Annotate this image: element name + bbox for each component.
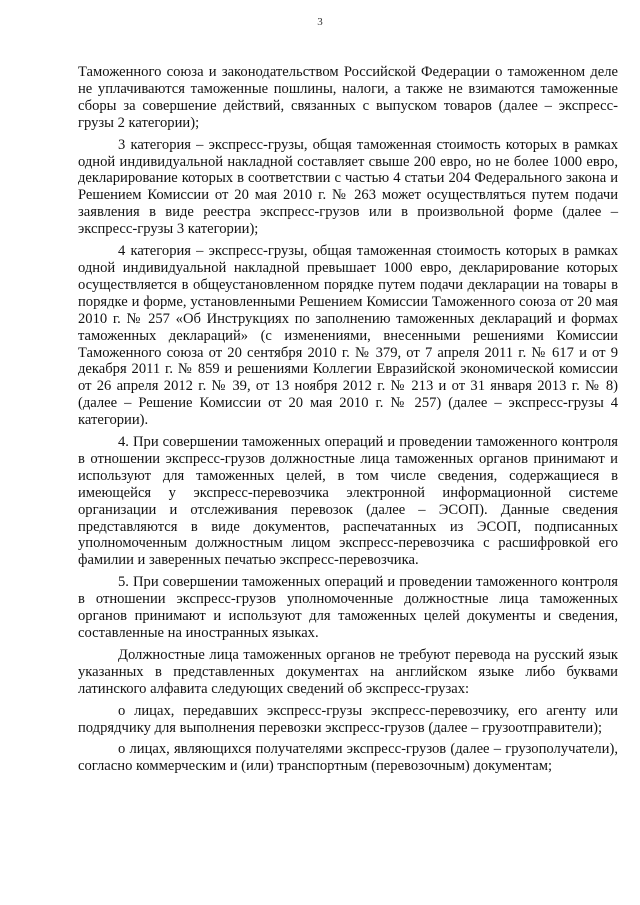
paragraph-consignors: о лицах, передавших экспресс-грузы экспресс-перевозчику, его агенту или подрядчику для выполнения перевозки экспресс-грузов (далее – грузоотправители); [78,702,618,736]
paragraph-no-translation: Должностные лица таможенных органов не требуют перевода на русский язык указанных в представленных документах на английском языке либо буквами латинского алфавита следующих сведений об экспресс-грузах: [78,646,618,697]
paragraph-category-3: 3 категория – экспресс-грузы, общая таможенная стоимость которых в рамках одной индивидуальной накладной составляет свыше 200 евро, но не более 1000 евро, декларирование которых в соответствии с частью 4 статьи 204 Федерального закона и Решением Комиссии от 20 мая 2010 г. № 263 может осуществляться путем подачи заявления в виде реестра экспресс-грузов или в произвольной форме (далее – экспресс-грузы 3 категории); [78,136,618,238]
paragraph-clause-5: 5. При совершении таможенных операций и проведении таможенного контроля в отношении экспресс-грузов уполномоченные должностные лица таможенных органов принимают и используют для таможенных целей документы и сведения, составленные на иностранных языках. [78,574,618,641]
paragraph-continuation: Таможенного союза и законодательством Российской Федерации о таможенном деле не уплачиваются таможенные пошлины, налоги, а также не взимаются таможенные сборы за совершение действий, связанных с выпуском товаров (далее – экспресс-грузы 2 категории); [78,64,618,131]
document-body [78,64,618,775]
paragraph-consignees: о лицах, являющихся получателями экспресс-грузов (далее – грузополучатели), согласно коммерческим и (или) транспортным (перевозочным) документам; [78,741,618,775]
paragraph-category-4: 4 категория – экспресс-грузы, общая таможенная стоимость которых в рамках одной индивидуальной накладной превышает 1000 евро, декларирование которых осуществляется в общеустановленном порядке путем подачи декларации на товары в порядке и форме, установленными Решением Комиссии Таможенного союза от 20 мая 2010 г. № 257 «Об Инструкциях по заполнению таможенных деклараций и формах таможенных деклараций» (с изменениями, внесенными решениями Комиссии Таможенного союза от 20 сентября 2010 г. № 379, от 7 апреля 2011 г. № 617 и от 9 декабря 2011 г. № 859 и решениями Коллегии Евразийской экономической комиссии от 26 апреля 2012 г. № 39, от 13 ноября 2012 г. № 213 и от 31 января 2013 г. № 8) (далее – Решение Комиссии от 20 мая 2010 г. № 257) (далее – экспресс-грузы 4 категории). [78,243,618,429]
page-number: 3 [317,16,323,28]
paragraph-clause-4: 4. При совершении таможенных операций и проведении таможенного контроля в отношении экспресс-грузов должностные лица таможенных органов принимают и используют для таможенных целей, в том числе сведения, содержащиеся в имеющейся у экспресс-перевозчика электронной информационной системе организации и отслеживания перевозок (далее – ЭСОП). Данные сведения представляются в виде документов, распечатанных из ЭСОП, подписанных уполномоченным должностным лицом экспресс-перевозчика с расшифровкой его фамилии и заверенных печатью экспресс-перевозчика. [78,434,618,569]
